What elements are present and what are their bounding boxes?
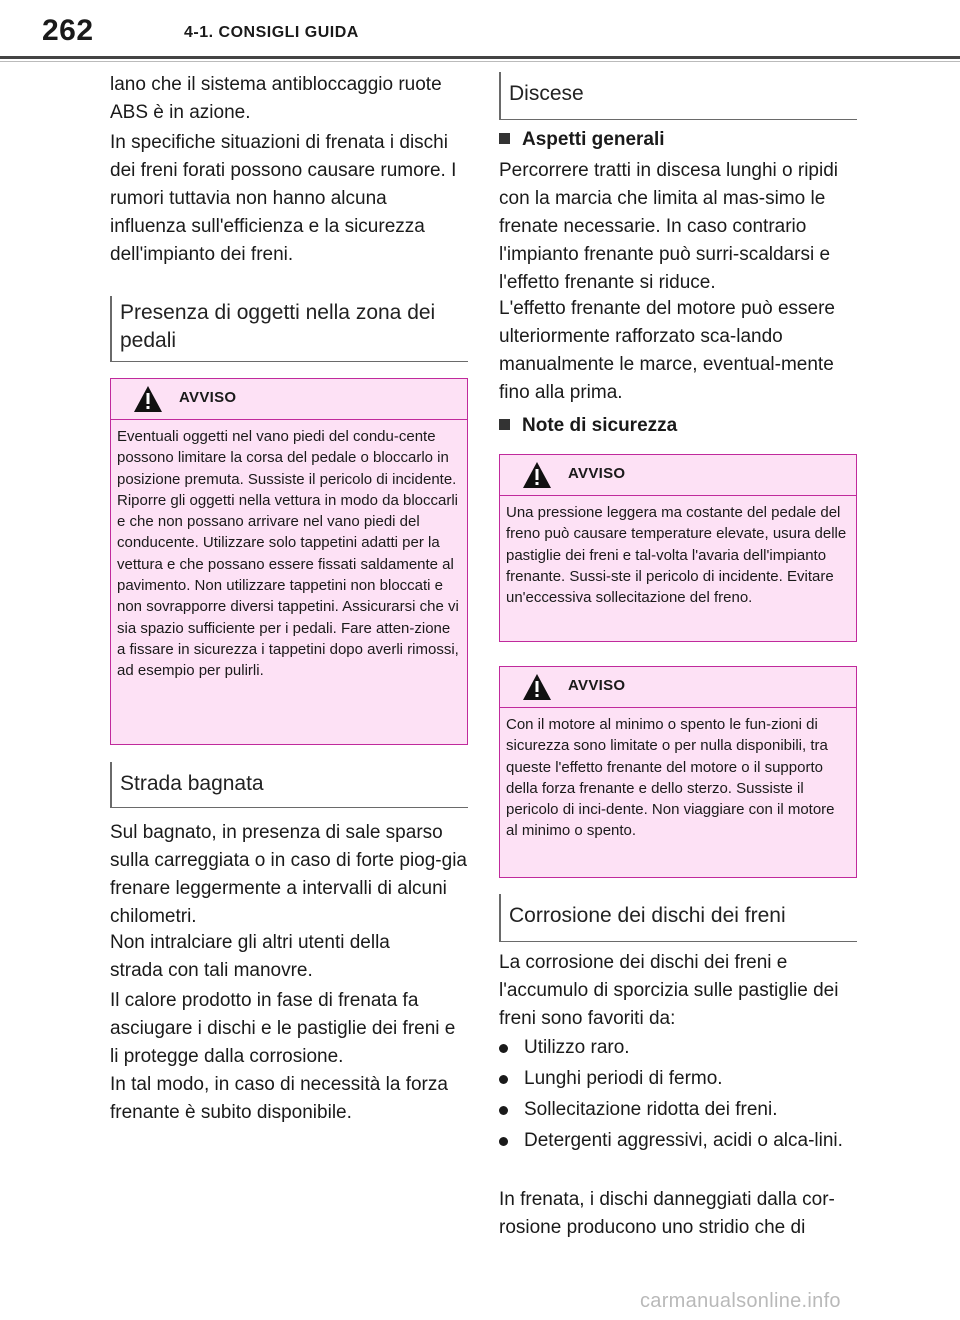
warning-title: AVVISO [568, 465, 626, 482]
square-bullet-icon [499, 419, 510, 430]
wet-paragraph-1: Sul bagnato, in presenza di sale sparso sulla carreggiata o in caso di forte piog-gia frenare leggermente a intervalli di alcuni chilometri. [110, 822, 467, 927]
bullet-dot-icon [499, 1044, 508, 1053]
list-item-text: Detergenti aggressivi, acidi o alca-lini. [524, 1130, 843, 1151]
list-item-text: Utilizzo raro. [524, 1037, 630, 1058]
square-bullet-icon [499, 133, 510, 144]
list-item [499, 1065, 857, 1093]
list-item [499, 1127, 857, 1183]
subheading-general-text: Aspetti generali [522, 129, 665, 150]
list-item-text: Sollecitazione ridotta dei freni. [524, 1099, 778, 1120]
warning-box-pedals [110, 378, 468, 745]
subheading-general [499, 126, 857, 154]
warning-header [500, 455, 856, 496]
general-paragraph-1: Percorrere tratti in discesa lunghi o ripidi con la marcia che limita al mas-simo le frenate necessarie. In caso contrario l'impianto frenante può surri-scaldarsi e l'effetto frenante si riduce. [499, 160, 838, 293]
warning-text: Una pressione leggera ma costante del pedale del freno può causare temperature elevate, usura delle pastiglie dei freni e tal-volta l'avaria dell'impianto frenante. Sussi-ste il pericolo di incidente. Evitare un'eccessiva sollecitazione del freno. [506, 504, 847, 607]
subheading-safety-text: Note di sicurezza [522, 415, 678, 436]
wet-paragraph-2: Non intralciare gli altri utenti della strada con tali manovre. [110, 932, 390, 981]
intro-paragraph-2: In specifiche situazioni di frenata i dischi dei freni forati possono causare rumore. I rumori tuttavia non hanno alcuna influenza sull'efficienza e la sicurezza dell'impianto dei freni. [110, 132, 457, 265]
warning-title: AVVISO [179, 389, 237, 406]
list-item [499, 1034, 857, 1062]
corrosion-intro: La corrosione dei dischi dei freni e l'accumulo di sporcizia sulle pastiglie dei freni sono favoriti da: [499, 952, 839, 1029]
section-heading-wet-road-text: Strada bagnata [120, 772, 264, 795]
warning-triangle-icon [522, 461, 552, 489]
section-heading-descents-text: Discese [509, 82, 584, 105]
section-heading-pedals [110, 296, 468, 362]
bullet-dot-icon [499, 1106, 508, 1115]
wet-paragraph-3: Il calore prodotto in fase di frenata fa asciugare i dischi e le pastiglie dei freni e li protegge dalla corrosione. [110, 990, 456, 1067]
section-heading-descents [499, 72, 857, 120]
intro-paragraph-1: lano che il sistema antibloccaggio ruote ABS è in azione. [110, 74, 442, 123]
warning-box-engine [499, 666, 857, 878]
bullet-dot-icon [499, 1075, 508, 1084]
header-rule [0, 56, 960, 59]
warning-box-pressure [499, 454, 857, 642]
section-heading-corrosion-text: Corrosione dei dischi dei freni [509, 904, 786, 927]
section-heading-corrosion [499, 894, 857, 942]
section-heading-pedals-text: Presenza di oggetti nella zona dei pedali [120, 301, 436, 352]
list-item-text: Lunghi periodi di fermo. [524, 1068, 723, 1089]
warning-triangle-icon [522, 673, 552, 701]
page-header [0, 0, 960, 70]
chapter-title: 4-1. CONSIGLI GUIDA [184, 24, 359, 41]
corrosion-outro: In frenata, i dischi danneggiati dalla cor-rosione producono uno stridio che di [499, 1189, 835, 1238]
subheading-safety [499, 412, 857, 440]
warning-text: Con il motore al minimo o spento le fun-zioni di sicurezza sono limitate o per nulla disponibili, tra queste l'effetto frenante del motore o il supporto della forza frenante e dello sterzo. Sussiste il pericolo di inci-dente. Non viaggiare con il motore al minimo o spento. [506, 716, 835, 840]
warning-header [500, 667, 856, 708]
warning-title: AVVISO [568, 677, 626, 694]
general-paragraph-2: L'effetto frenante del motore può essere ulteriormente rafforzato sca-lando manualmente le marce, eventual-mente fino alla prima. [499, 298, 835, 403]
wet-paragraph-4: In tal modo, in caso di necessità la forza frenante è subito disponibile. [110, 1074, 448, 1123]
warning-header [111, 379, 467, 420]
header-rule-thin [0, 61, 960, 62]
warning-text: Eventuali oggetti nel vano piedi del condu-cente possono limitare la corsa del pedale o bloccarlo in posizione premuta. Sussiste il pericolo di incidente. Riporre gli oggetti nella vettura in modo da bloccarli e che non possano arrivare nel vano piedi del conducente. Utilizzare solo tappetini adatti per la vettura e che possano essere fissati saldamente al pavimento. Non utilizzare tappetini non bloccati e non sovrapporre diversi tappetini. Assicurarsi che vi sia spazio sufficiente per i pedali. Fare atten-zione a fissare in sicurezza i tappetini dopo averli rimossi, ad esempio per pulirli. [117, 428, 459, 680]
bullet-dot-icon [499, 1137, 508, 1146]
watermark: carmanualsonline.info [640, 1290, 841, 1312]
section-heading-wet-road [110, 762, 468, 808]
warning-triangle-icon [133, 385, 163, 413]
page-number: 262 [42, 14, 94, 47]
list-item [499, 1096, 857, 1124]
